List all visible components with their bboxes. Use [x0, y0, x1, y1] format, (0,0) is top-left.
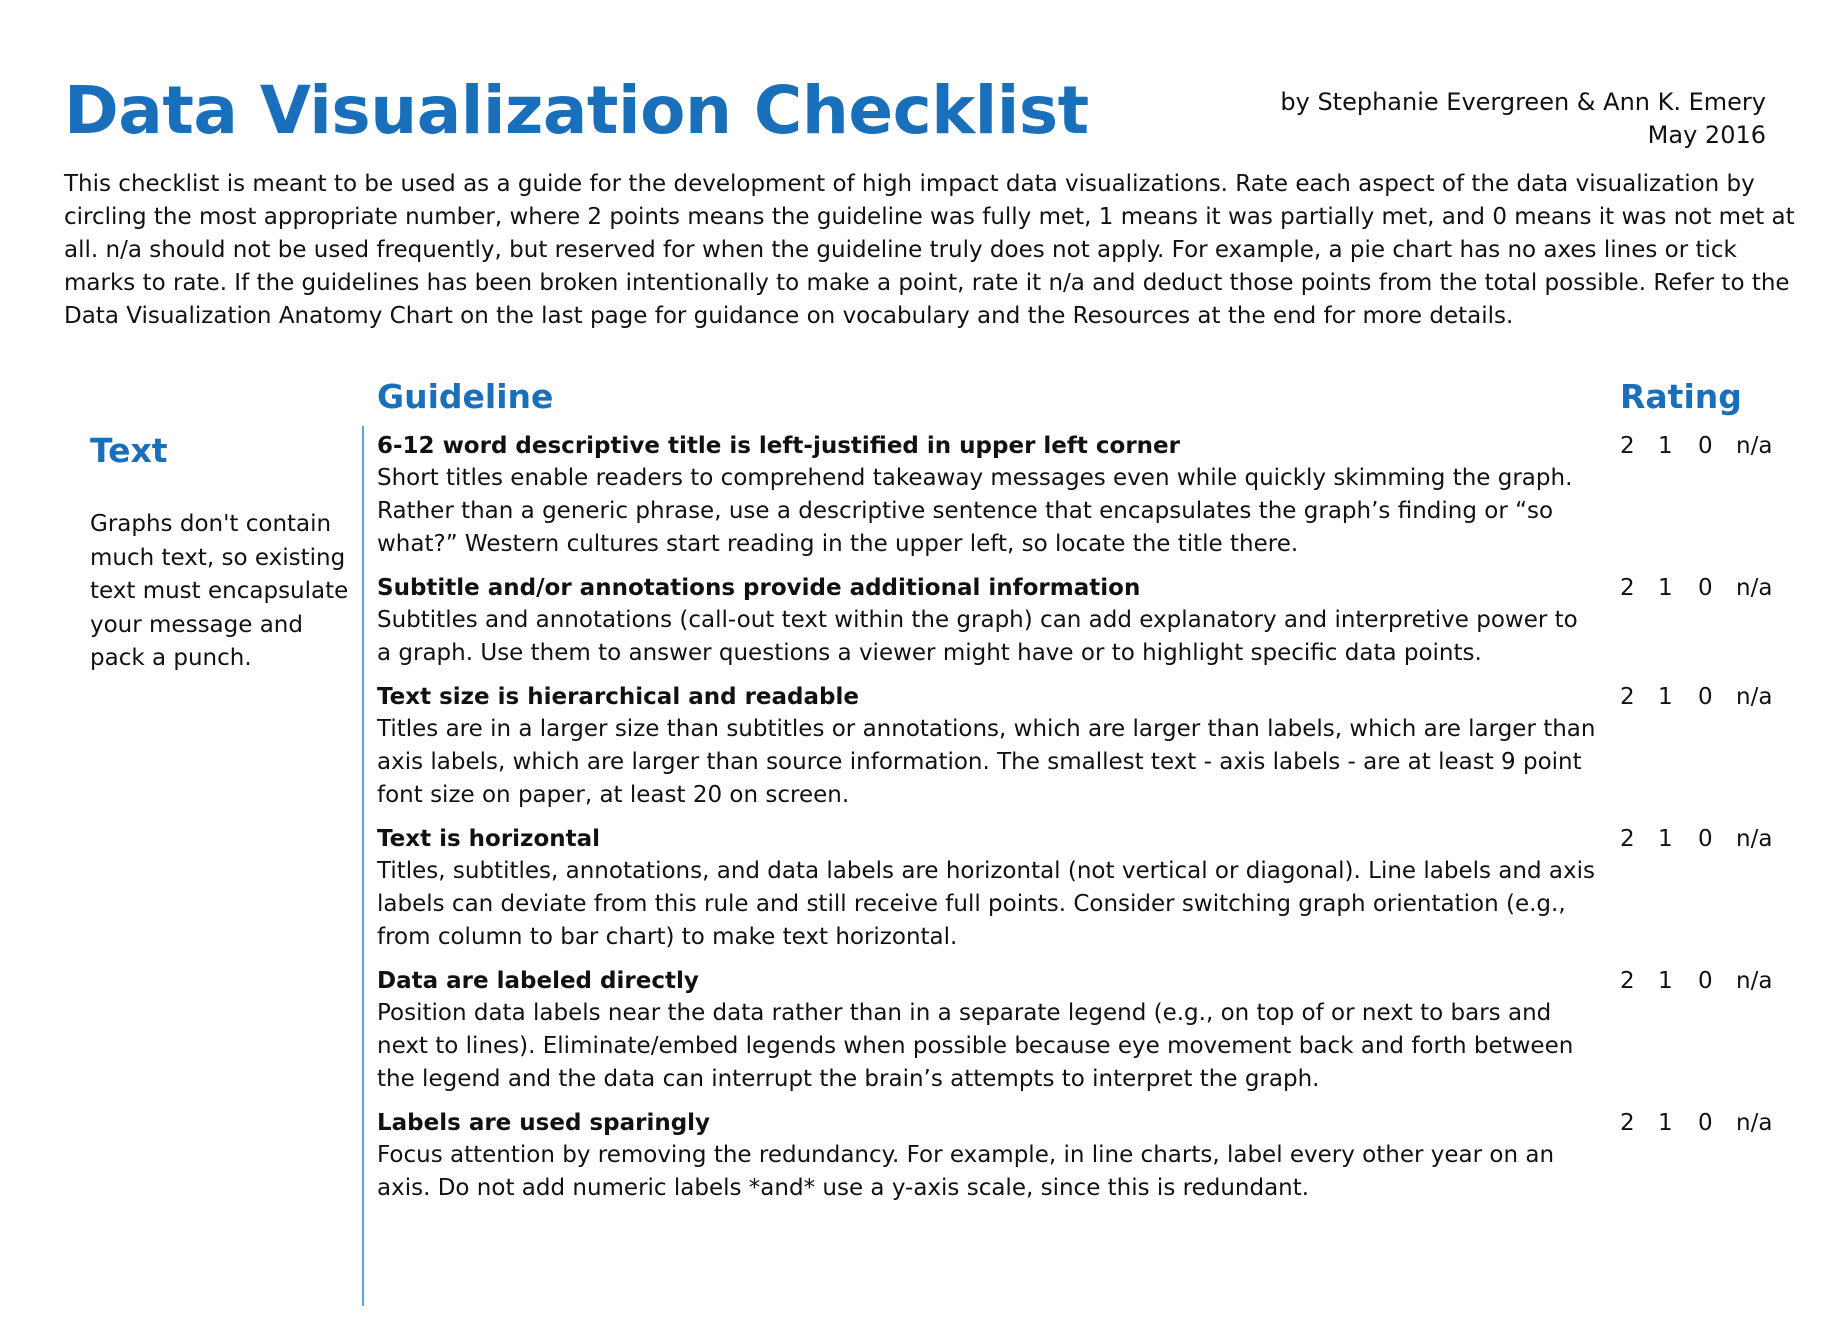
rating-option-na[interactable]: n/a — [1736, 575, 1773, 601]
rating-option-0[interactable]: 0 — [1698, 575, 1713, 601]
rating-option-na[interactable]: n/a — [1736, 1110, 1773, 1136]
rating-option-0[interactable]: 0 — [1698, 968, 1713, 994]
rating-option-0[interactable]: 0 — [1698, 1110, 1713, 1136]
rating-option-2[interactable]: 2 — [1620, 826, 1635, 852]
rating-option-2[interactable]: 2 — [1620, 968, 1635, 994]
section-description: Graphs don't contain much text, so existing text must encapsulate your message and pack a punch. — [90, 511, 349, 671]
guideline-description: Subtitles and annotations (call-out text within the graph) can add explanatory and interpretive power to a graph. Use them to answer questions a viewer might have or to highlight specific data points. — [377, 607, 1578, 666]
rating-option-1[interactable]: 1 — [1658, 1110, 1673, 1136]
guideline-item — [377, 572, 1797, 670]
guideline-column-header: Guideline — [377, 377, 554, 416]
section-divider — [362, 426, 364, 1306]
guideline-item — [377, 681, 1797, 812]
guideline-item — [377, 1107, 1797, 1205]
guideline-title: Labels are used sparingly — [377, 1110, 711, 1136]
guideline-item — [377, 823, 1797, 954]
guideline-description: Titles, subtitles, annotations, and data labels are horizontal (not vertical or diagonal). Line labels and axis labels can deviate from this rule and still receive full points. Consider switching graph orientation (e.g., from column to bar chart) to make text horizontal. — [377, 858, 1595, 950]
guideline-item — [377, 430, 1797, 561]
guideline-title: Data are labeled directly — [377, 968, 699, 994]
rating-options — [1620, 681, 1805, 713]
rating-column-header: Rating — [1620, 377, 1742, 416]
rating-options — [1620, 1107, 1805, 1139]
rating-options — [1620, 823, 1805, 855]
rating-options — [1620, 572, 1805, 604]
rating-option-2[interactable]: 2 — [1620, 684, 1635, 710]
rating-option-0[interactable]: 0 — [1698, 433, 1713, 459]
publication-date: May 2016 — [1647, 121, 1766, 149]
rating-option-na[interactable]: n/a — [1736, 968, 1773, 994]
rating-options — [1620, 965, 1805, 997]
rating-option-na[interactable]: n/a — [1736, 433, 1773, 459]
guideline-description: Titles are in a larger size than subtitles or annotations, which are larger than labels, which are larger than axis labels, which are larger than source information. The smallest text - axis labels - are at least 9 point font size on paper, at least 20 on screen. — [377, 716, 1596, 808]
byline — [1280, 86, 1766, 152]
rating-option-na[interactable]: n/a — [1736, 826, 1773, 852]
rating-options — [1620, 430, 1805, 462]
rating-option-2[interactable]: 2 — [1620, 433, 1635, 459]
guideline-title: Text size is hierarchical and readable — [377, 684, 859, 710]
guideline-description: Short titles enable readers to comprehend takeaway messages even while quickly skimming the graph. Rather than a generic phrase, use a descriptive sentence that encapsulates the graph’s finding or “so what?” Western cultures start reading in the upper left, so locate the title there. — [377, 465, 1573, 557]
guideline-title: 6-12 word descriptive title is left-justified in upper left corner — [377, 433, 1181, 459]
authors: by Stephanie Evergreen & Ann K. Emery — [1280, 88, 1766, 116]
rating-option-0[interactable]: 0 — [1698, 826, 1713, 852]
rating-option-1[interactable]: 1 — [1658, 684, 1673, 710]
guideline-description: Position data labels near the data rather than in a separate legend (e.g., on top of or next to bars and next to lines). Eliminate/embed legends when possible because eye movement back and forth between the legend and the data can interrupt the brain’s attempts to interpret the graph. — [377, 1000, 1574, 1092]
guideline-description: Focus attention by removing the redundancy. For example, in line charts, label every other year on an axis. Do not add numeric labels *and* use a y-axis scale, since this is redundant. — [377, 1142, 1555, 1201]
section-title: Text — [90, 431, 168, 470]
rating-option-1[interactable]: 1 — [1658, 826, 1673, 852]
rating-option-2[interactable]: 2 — [1620, 1110, 1635, 1136]
guideline-item — [377, 965, 1797, 1096]
guideline-list — [377, 430, 1797, 1216]
guideline-title: Subtitle and/or annotations provide additional information — [377, 575, 1141, 601]
guideline-title: Text is horizontal — [377, 826, 601, 852]
rating-option-0[interactable]: 0 — [1698, 684, 1713, 710]
rating-option-2[interactable]: 2 — [1620, 575, 1635, 601]
rating-option-1[interactable]: 1 — [1658, 968, 1673, 994]
intro-paragraph: This checklist is meant to be used as a guide for the development of high impact data visualizations. Rate each aspect of the data visualization by circling the most appropriate number, where 2 points means the guideline was fully met, 1 means it was partially met, and 0 means it was not met at all. n/a should not be used frequently, but reserved for when the guideline truly does not apply. For example, a pie chart has no axes lines or tick marks to rate. If the guidelines has been broken intentionally to make a point, rate it n/a and deduct those points from the total possible. Refer to the Data Visualization Anatomy Chart on the last page for guidance on vocabulary and the Resources at the end for more details. — [64, 171, 1795, 329]
rating-option-1[interactable]: 1 — [1658, 433, 1673, 459]
rating-option-na[interactable]: n/a — [1736, 684, 1773, 710]
rating-option-1[interactable]: 1 — [1658, 575, 1673, 601]
page-title: Data Visualization Checklist — [64, 72, 1089, 149]
